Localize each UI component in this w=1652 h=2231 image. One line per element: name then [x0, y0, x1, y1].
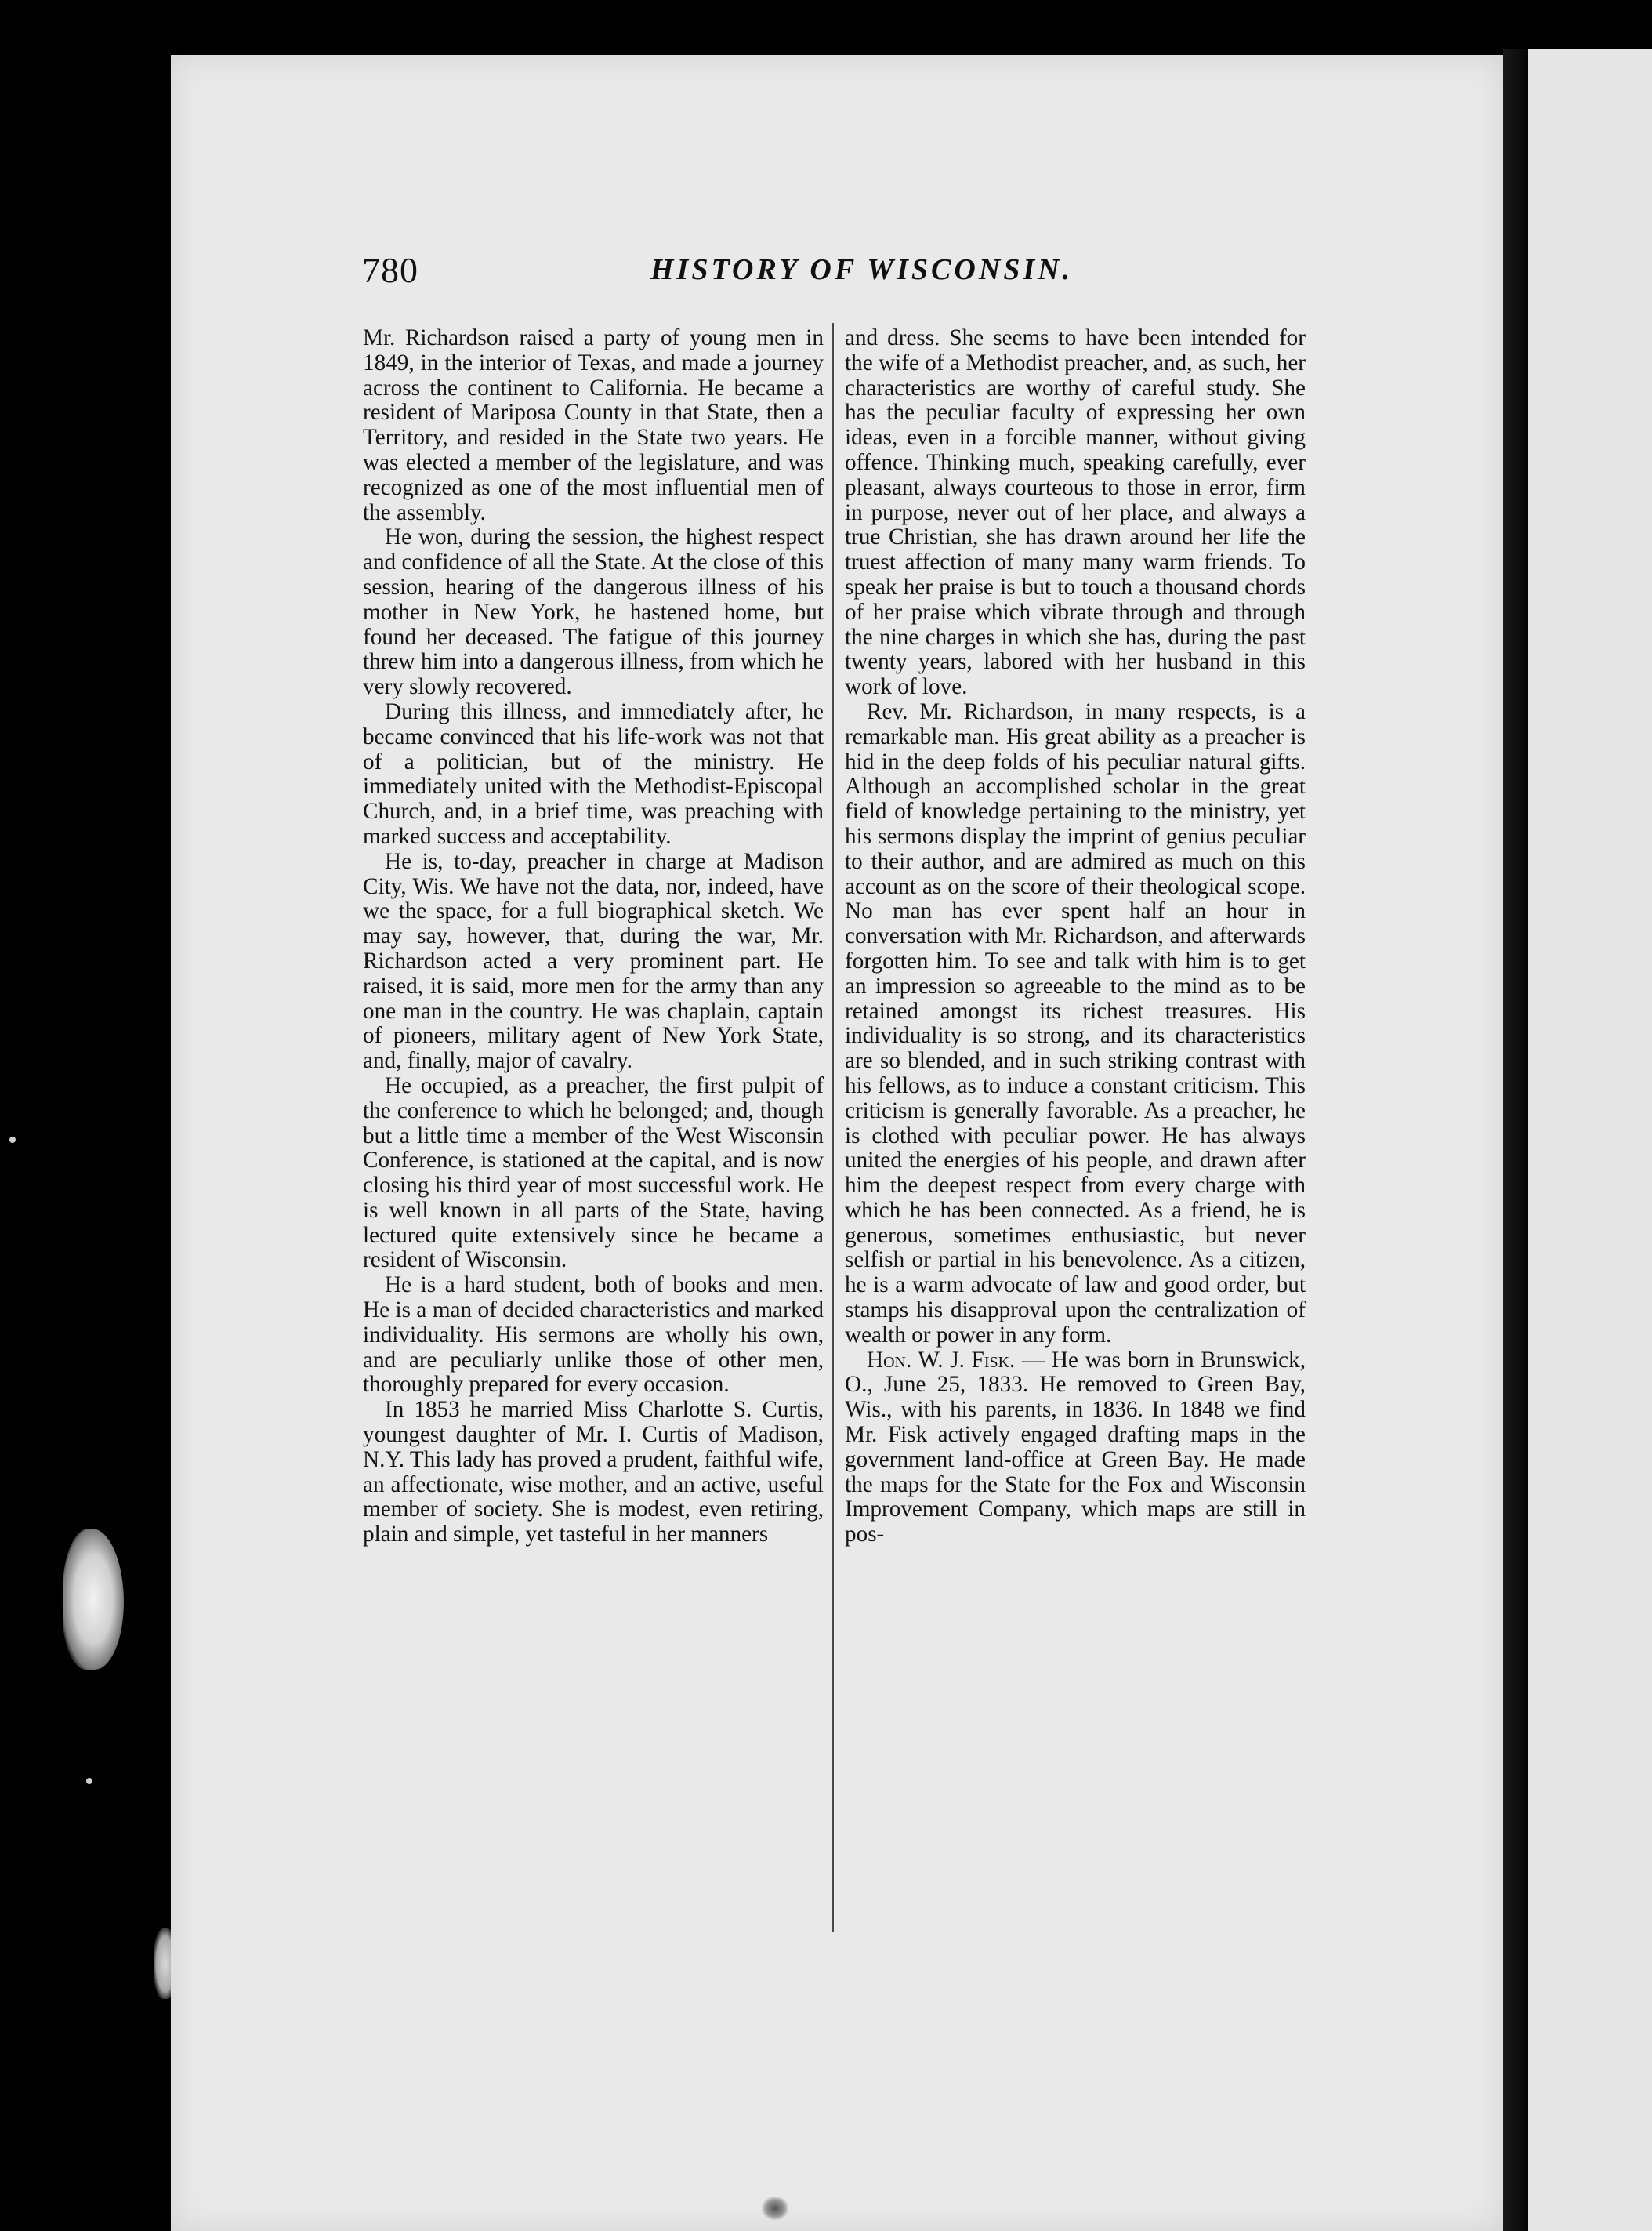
column-divider [832, 323, 834, 1932]
paragraph: and dress. She seems to have been intended for the wife of a Methodist preacher, and, as such, her characteristics are worthy of careful study. She has the peculiar faculty of expressing her own ideas, even in a forcible manner, without giving offence. Thinking much, speaking carefully, ever pleasant, always courteous to those in error, firm in purpose, never out of her place, and always a true Christian, she has drawn around her life the truest affection of many many warm friends. To speak her praise is but to touch a thousand chords of her praise which vibrate through and through the nine charges in which she has, during the past twenty years, labored with her husband in this work of love. [845, 325, 1306, 700]
scan-speck [9, 1137, 16, 1143]
scan-speck [86, 1778, 92, 1784]
biography-text: — He was born in Brunswick, O., June 25, 1833. He removed to Green Bay, Wis., with his parents, in 1836. In 1848 we find Mr. Fisk actively engaged drafting maps in the government land-office at Green Bay. He made the maps for the State for the Fox and Wisconsin Improvement Company, which maps are still in pos- [845, 1347, 1306, 1547]
left-column [363, 326, 824, 1547]
gutter-shadow [1503, 49, 1528, 2231]
running-head: HISTORY OF WISCONSIN. [650, 253, 1074, 286]
paragraph: He is a hard student, both of books and men. He is a man of decided characteristics and marked individuality. His sermons are wholly his own, and are peculiarly unlike those of other men, thoroughly prepared for every occasion. [363, 1272, 824, 1398]
scan-mark [762, 2197, 788, 2220]
paragraph: In 1853 he married Miss Charlotte S. Curtis, youngest daughter of Mr. I. Curtis of Madison, N.Y. This lady has proved a prudent, faithful wife, an affectionate, wise mother, and an active, useful member of society. She is modest, even retiring, plain and simple, yet tasteful in her manners [363, 1397, 824, 1547]
right-column [845, 326, 1306, 1547]
paragraph: During this illness, and immediately after, he became convinced that his life-work was not that of a politician, but of the ministry. He immediately united with the Methodist-Episcopal Church, and, in a brief time, was preaching with marked success and acceptability. [363, 698, 824, 849]
biography-entry [845, 1348, 1306, 1547]
adjacent-page-edge [1528, 49, 1652, 2231]
paragraph: He is, to-day, preacher in charge at Madison City, Wis. We have not the data, nor, indeed, have we the space, for a full biographical sketch. We may say, however, that, during the war, Mr. Richardson acted a very prominent part. He raised, it is said, more men for the army than any one man in the country. He was chaplain, captain of pioneers, military agent of New York State, and, finally, major of cavalry. [363, 848, 824, 1074]
biography-name: Hon. W. J. Fisk. [867, 1347, 1016, 1373]
page-number: 780 [362, 250, 418, 290]
paragraph: He occupied, as a preacher, the first pulpit of the conference to which he belonged; and, though but a little time a member of the West Wisconsin Conference, is stationed at the capital, and is now closing his third year of most successful work. He is well known in all parts of the State, having lectured quite extensively since he became a resident of Wisconsin. [363, 1072, 824, 1273]
paragraph: He won, during the session, the highest respect and confidence of all the State. At the close of this session, hearing of the dangerous illness of his mother in New York, he hastened home, but found her deceased. The fatigue of this journey threw him into a dangerous illness, from which he very slowly recovered. [363, 524, 824, 700]
paragraph: Mr. Richardson raised a party of young men in 1849, in the interior of Texas, and made a journey across the continent to California. He became a resident of Mariposa County in that State, then a Territory, and resided in the State two years. He was elected a member of the legislature, and was recognized as one of the most influential men of the assembly. [363, 325, 824, 525]
paragraph: Rev. Mr. Richardson, in many respects, is a remarkable man. His great ability as a preacher is hid in the deep folds of his peculiar natural gifts. Although an accomplished scholar in the great field of knowledge pertaining to the ministry, yet his sermons display the imprint of genius peculiar to their author, and are admired as much on this account as on the score of their theological scope. No man has ever spent half an hour in conversation with Mr. Richardson, and afterwards forgotten him. To see and talk with him is to get an impression so agreeable to the mind as to be retained amongst its richest treasures. His individuality is so strong, and its characteristics are so blended, and in such striking contrast with his fellows, as to induce a constant criticism. This criticism is generally favorable. As a preacher, he is clothed with peculiar power. He has always united the energies of his people, and drawn after him the deepest respect from every charge with which he has been connected. As a friend, he is generous, sometimes enthusiastic, but never selfish or partial in his benevolence. As a citizen, he is a warm advocate of law and good order, but stamps his disapproval upon the centralization of wealth or power in any form. [845, 698, 1306, 1348]
scan-stain [63, 1529, 124, 1670]
